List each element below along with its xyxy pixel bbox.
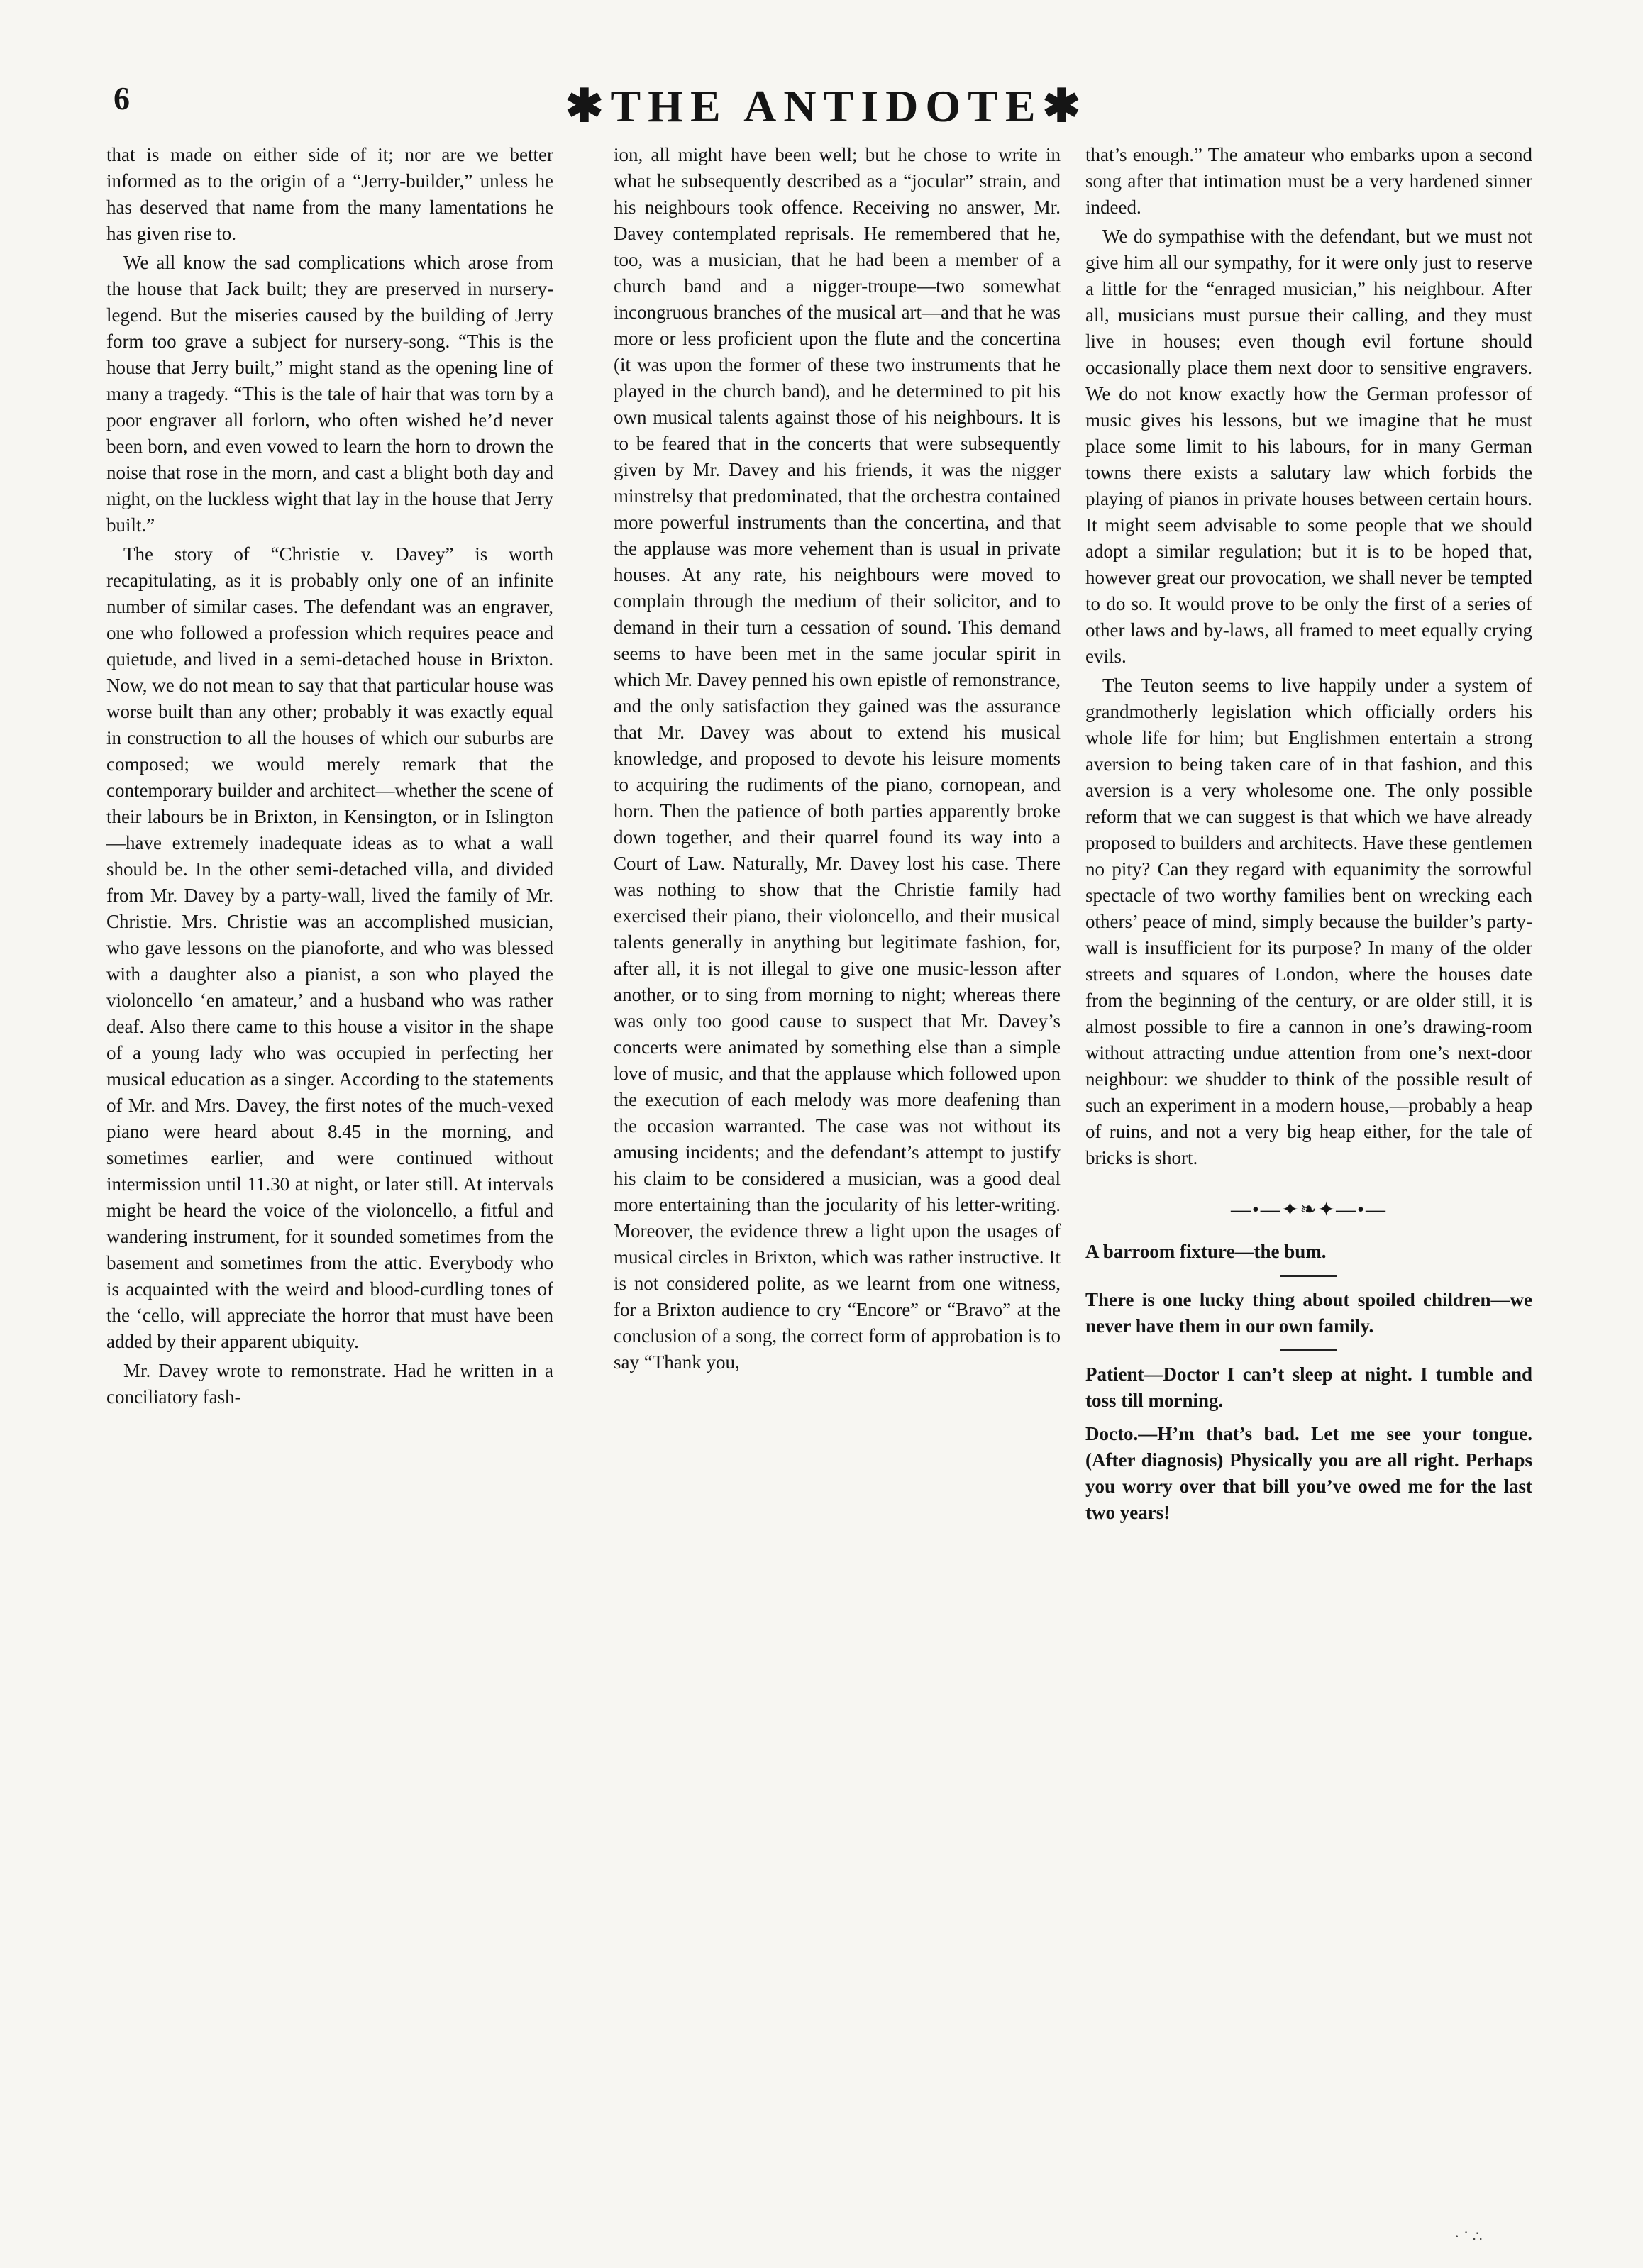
short-rule bbox=[1280, 1275, 1337, 1277]
article-columns bbox=[106, 142, 1568, 2213]
paragraph: The Teuton seems to live happily under a system of grandmotherly legislation which officially orders his whole life for him; but Englishmen entertain a strong aversion to being taken care of in that fashion, and this aversion is a very wholesome one. The only possible reform that we can suggest is that which we have already proposed to builders and architects. Have these gentlemen no pity? Can they regard with equanimity the sorrowful spectacle of two worthy families bent on wrecking each others’ peace of mind, simply because the builder’s party-wall is insufficient for its purpose? In many of the older streets and squares of London, where the houses date from the beginning of the century, or are older still, it is almost possible to fire a cannon in one’s drawing-room without attracting undue attention from one’s next-door neighbour: we shudder to think of the possible result of such an experiment in a modern house,—probably a heap of ruins, and not a very big heap either, for the tale of bricks is short. bbox=[1085, 675, 1532, 1168]
paragraph: that is made on either side of it; nor are we better informed as to the origin of a “Jerry-builder,” unless he has deserved that name from the many lamentations he has given rise to. bbox=[106, 144, 553, 244]
paragraph: We all know the sad complications which arose from the house that Jack built; they are preserved in nursery-legend. But the miseries caused by the building of Jerry form too grave a subject for nursery-song. “This is the house that Jerry built,” might stand as the opening line of many a tragedy. “This is the tale of hair that was torn by a poor engraver all forlorn, who often wished he’d never been born, and even vowed to learn the horn to drown the noise that rose in the morn, and cast a blight both day and night, on the luckless wight that lay in the house that Jerry built.” bbox=[106, 252, 553, 536]
column-2 bbox=[614, 142, 1061, 2213]
jest-barroom: A barroom fixture—the bum. bbox=[1085, 1241, 1327, 1262]
publication-title: ✱THE ANTIDOTE✱ bbox=[565, 81, 1088, 131]
paragraph: We do sympathise with the defendant, but we must not give him all our sympathy, for it were only just to reserve a little for the “enraged musician,” his neighbour. After all, musicians must pursue their calling, and they must live in houses; even though evil fortune should occasionally place them next door to sensitive engravers. We do not know exactly how the German professor of music gives his lessons, but we imagine that he must place some limit to his labours, for in many German towns there exists a salutary law which forbids the playing of pianos in private houses between certain hours. It might seem advisable to some people that we should adopt a similar regulation; but it is to be hoped that, however great our provocation, we shall never be tempted to do so. It would prove to be only the first of a series of other laws and by-laws, all framed to meet equally crying evils. bbox=[1085, 226, 1532, 667]
jest-doctor: Docto.—H’m that’s bad. Let me see your tongue. (After diagnosis) Physically you are all right. Perhaps you worry over that bill you’ve owed me for the last two years! bbox=[1085, 1423, 1532, 1523]
jest-patient: Patient—Doctor I can’t sleep at night. I tumble and toss till morning. bbox=[1085, 1363, 1532, 1411]
jest-spoiled-children: There is one lucky thing about spoiled children—we never have them in our own family. bbox=[1085, 1289, 1532, 1337]
paragraph: Mr. Davey wrote to remonstrate. Had he written in a conciliatory fash- bbox=[106, 1360, 553, 1407]
column-1 bbox=[106, 142, 553, 2213]
ornament-divider: —•—✦❧✦—•— bbox=[1231, 1199, 1387, 1221]
print-speckle: · ˙ ∴ bbox=[1454, 2228, 1483, 2245]
paragraph: that’s enough.” The amateur who embarks upon a second song after that intimation must be a very hardened sinner indeed. bbox=[1085, 144, 1532, 218]
short-rule bbox=[1280, 1349, 1337, 1351]
column-3 bbox=[1085, 142, 1532, 2213]
masthead bbox=[106, 71, 1547, 142]
paragraph: ion, all might have been well; but he chose to write in what he subsequently described as a “jocular” strain, and his neighbours took offence. Receiving no answer, Mr. Davey contemplated reprisals. He remembered that he, too, was a musician, that he had been a member of a church band and a nigger-troupe—two somewhat incongruous branches of the musical art—and that he was more or less proficient upon the flute and the concertina (it was upon the former of these two instruments that he played in the church band), and he determined to pit his own musical talents against those of his neighbours. It is to be feared that in the concerts that were subsequently given by Mr. Davey and his friends, it was the nigger minstrelsy that predominated, that the orchestra contained more powerful instruments than the concertina, and that the applause was more vehement than is usual in private houses. At any rate, his neighbours were moved to complain through the medium of their solicitor, and to demand in their turn a cessation of sound. This demand seems to have been met in the same jocular spirit in which Mr. Davey penned his own epistle of remonstrance, and the only satisfaction they gained was the assurance that Mr. Davey was about to extend his musical knowledge, and proposed to devote his leisure moments to acquiring the rudiments of the piano, cornopean, and horn. Then the patience of both parties apparently broke down together, and their quarrel found its way into a Court of Law. Naturally, Mr. Davey lost his case. There was nothing to show that the Christie family had exercised their piano, their violoncello, and their musical talents generally in anything but legitimate fashion, for, after all, it is not illegal to give one music-lesson after another, or to sing from morning to night; whereas there was only too good cause to suspect that Mr. Davey’s concerts were animated by something else than a simple love of music, and that the applause which followed upon the execution of each melody was more deafening than the occasion warranted. The case was not without its amusing incidents; and the defendant’s attempt to justify his claim to be considered a musician, was a good deal more entertaining than the jocularity of his letter-writing. Moreover, the evidence threw a light upon the usages of musical circles in Brixton, which was rather instructive. It is not considered polite, as we learnt from one witness, for a Brixton audience to cry “Encore” or “Bravo” at the conclusion of a song, the correct form of approbation is to say “Thank you, bbox=[614, 144, 1061, 1373]
paragraph: The story of “Christie v. Davey” is worth recapitulating, as it is probably only one of an infinite number of similar cases. The defendant was an engraver, one who followed a profession which requires peace and quietude, and lived in a semi-detached house in Brixton. Now, we do not mean to say that that particular house was worse built than any other; probably it was exactly equal in construction to all the houses of which our suburbs are composed; we would merely remark that the contemporary builder and architect—whether the scene of their labours be in Brixton, in Kensington, or in Islington—have extremely inadequate ideas as to what a wall should be. In the other semi-detached villa, and divided from Mr. Davey by a party-wall, lived the family of Mr. Christie. Mrs. Christie was an accomplished musician, who gave lessons on the pianoforte, and who was blessed with a daughter also a pianist, a son who played the violoncello ‘en amateur,’ and a husband who was rather deaf. Also there came to this house a visitor in the shape of a young lady who was occupied in perfecting her musical education as a singer. According to the statements of Mr. and Mrs. Davey, the first notes of the much-vexed piano were heard about 8.45 in the morning, and sometimes earlier, and were continued without intermission until 11.30 at night, or later still. At intervals might be heard the voice of the violoncello, a fitful and wandering instrument, for it sounded sometimes from the basement and sometimes from the attic. Everybody who is acquainted with the weird and blood-curdling tones of the ‘cello, will appreciate the horror that must have been added by their apparent ubiquity. bbox=[106, 543, 553, 1352]
page-number: 6 bbox=[114, 80, 130, 116]
